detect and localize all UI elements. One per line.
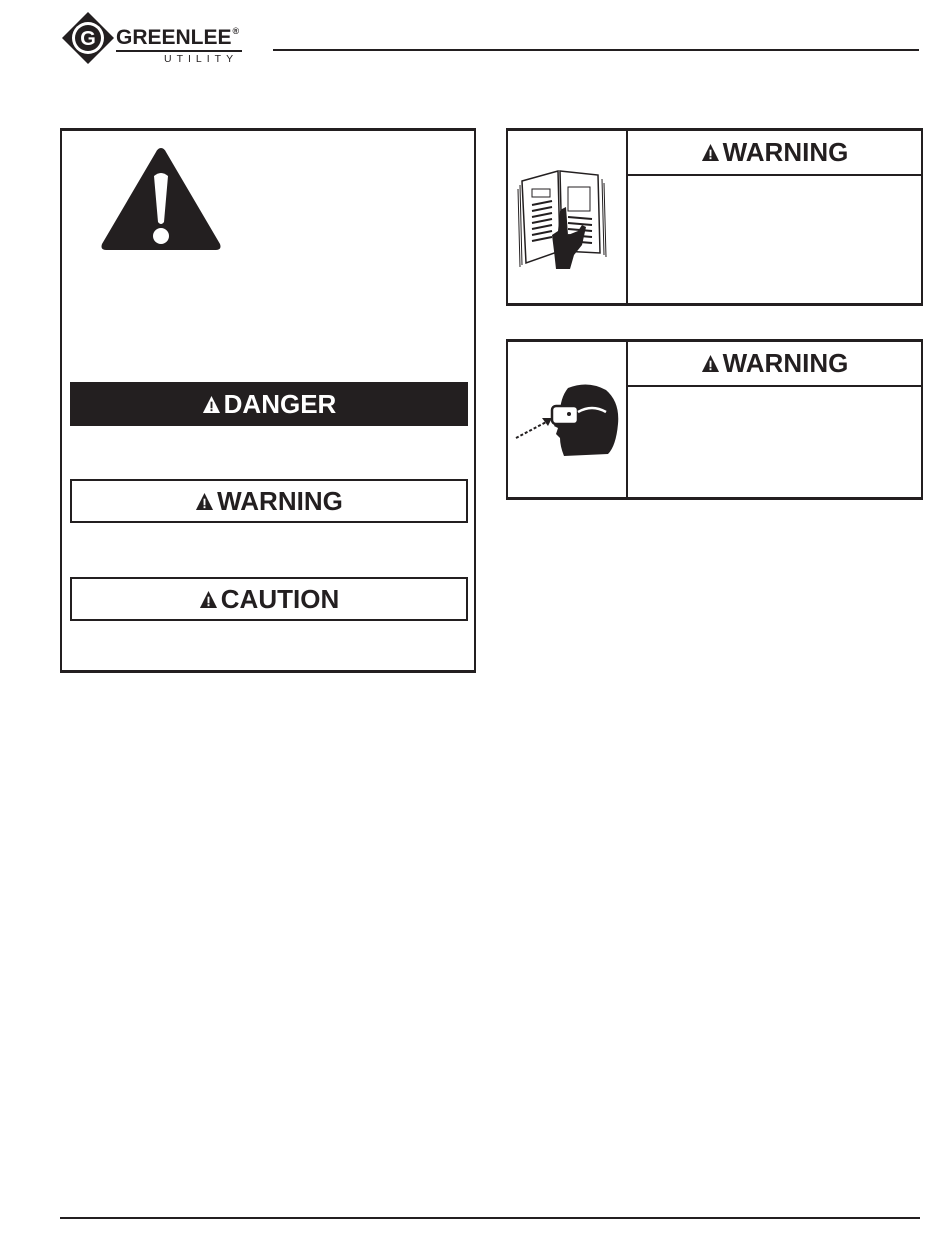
brand-name-text: GREENLEE [116, 26, 232, 49]
warning-label: WARNING [217, 485, 343, 516]
sub-brand: UTILITY [164, 53, 239, 65]
safety-alert-box [60, 128, 476, 673]
brand-name [116, 26, 239, 50]
caution-signal-bar [70, 577, 468, 621]
panel-1-label: WARNING [722, 137, 849, 167]
logo-letter: G [80, 28, 96, 50]
danger-label: DANGER [223, 388, 337, 419]
registered-mark: ® [232, 26, 240, 36]
danger-signal-bar [70, 382, 468, 426]
eye-protection-icon-cell [508, 342, 628, 497]
read-manual-icon [508, 131, 624, 303]
warning-signal-bar [70, 479, 468, 523]
greenlee-g-diamond-icon [58, 10, 118, 66]
danger-alert-icon [202, 395, 221, 414]
read-manual-icon-cell [508, 131, 628, 303]
warning-alert-icon [701, 354, 720, 373]
warning-alert-icon [195, 492, 214, 511]
exclamation-triangle-icon [98, 144, 224, 254]
header-rule [273, 49, 919, 51]
warning-alert-icon [701, 143, 720, 162]
panel-1-header [628, 131, 921, 176]
panel-2-label: WARNING [722, 348, 849, 378]
eye-protection-icon [508, 342, 624, 497]
brand-underline [116, 50, 242, 52]
warning-panel-eye-protection [506, 339, 923, 500]
caution-label: CAUTION [220, 583, 340, 614]
panel-2-header [628, 342, 921, 387]
warning-panel-read-manual [506, 128, 923, 306]
caution-alert-icon [199, 590, 218, 609]
footer-rule [60, 1217, 920, 1219]
